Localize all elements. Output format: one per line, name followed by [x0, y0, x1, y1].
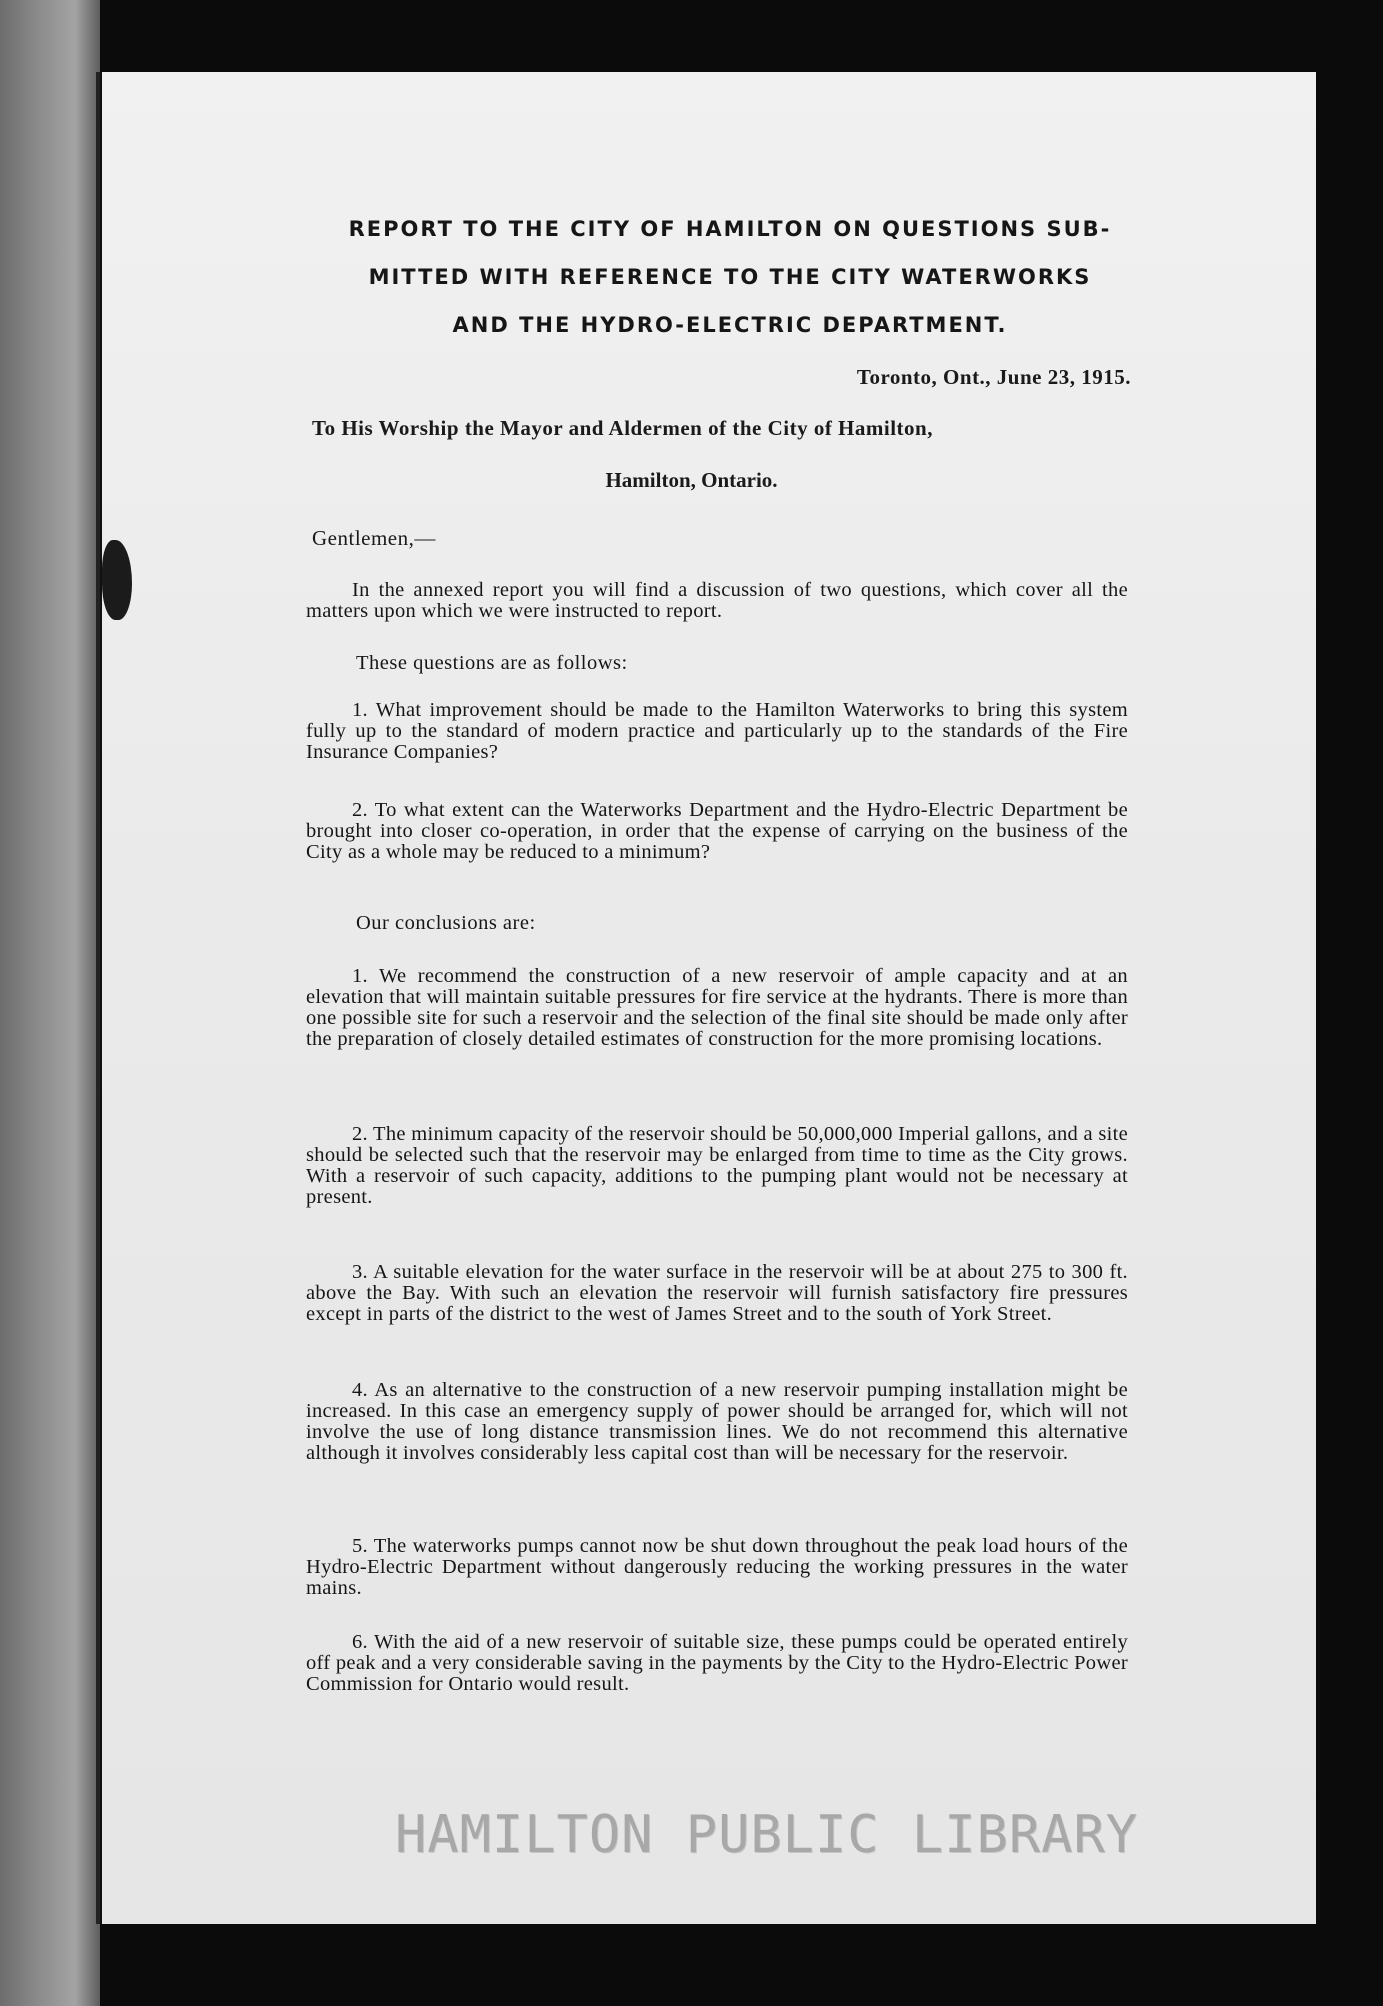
- conclusion-4: 4. As an alternative to the construction of a new reservoir pumping installation might be increased. In this case an emergency supply of power should be arranged for, which will not involve the use of long distance transmission lines. We do not recommend this alternative although it involves considerably less capital cost than will be necessary for the reservoir.: [306, 1379, 1128, 1464]
- conclusion-3: 3. A suitable elevation for the water surface in the reservoir will be at about 275 to 300 ft. above the Bay. With such an elevation the reservoir will furnish satisfactory fire pressures except in parts of the district to the west of James Street and to the south of York Street.: [306, 1261, 1128, 1325]
- conclusion-6: 6. With the aid of a new reservoir of suitable size, these pumps could be operated entirely off peak and a very considerable saving in the payments by the City to the Hydro-Electric Power Commission for Ontario would result.: [306, 1631, 1128, 1695]
- title-line-1: REPORT TO THE CITY OF HAMILTON ON QUESTIONS SUB-: [348, 217, 1112, 241]
- intro-paragraph: In the annexed report you will find a discussion of two questions, which cover all the matters upon which we were instructed to report.: [306, 579, 1128, 622]
- page-fold-line: [96, 72, 100, 1924]
- conclusion-2: 2. The minimum capacity of the reservoir should be 50,000,000 Imperial gallons, and a site should be selected such that the reservoir may be enlarged from time to time as the City grows. With a reservoir of such capacity, additions to the pumping plant would not be necessary at present.: [306, 1123, 1128, 1208]
- salutation: Gentlemen,—: [312, 526, 436, 550]
- dateline: Toronto, Ont., June 23, 1915.: [856, 365, 1131, 389]
- book-binding-edge: [0, 0, 100, 2006]
- conclusion-1: 1. We recommend the construction of a new reservoir of ample capacity and at an elevation that will maintain suitable pressures for fire service at the hydrants. There is more than one possible site for such a reservoir and the selection of the final site should be made only after the preparation of closely detailed estimates of construction for the more promising locations.: [306, 965, 1128, 1050]
- conclusions-heading: Our conclusions are:: [356, 912, 536, 934]
- question-2: 2. To what extent can the Waterworks Department and the Hydro-Electric Department be brought into closer co-operation, in order that the expense of carrying on the business of the City as a whole may be reduced to a minimum?: [306, 799, 1128, 863]
- conclusion-5: 5. The waterworks pumps cannot now be shut down throughout the peak load hours of the Hydro-Electric Department without dangerously reducing the working pressures in the water mains.: [306, 1535, 1128, 1599]
- report-title: [300, 205, 1160, 349]
- library-stamp: HAMILTON PUBLIC LIBRARY: [395, 1805, 1139, 1865]
- title-line-3: AND THE HYDRO-ELECTRIC DEPARTMENT.: [452, 313, 1008, 337]
- title-line-2: MITTED WITH REFERENCE TO THE CITY WATERWORKS: [368, 265, 1092, 289]
- address-line-1: To His Worship the Mayor and Aldermen of the City of Hamilton,: [312, 416, 933, 440]
- questions-heading: These questions are as follows:: [356, 652, 628, 674]
- question-1: 1. What improvement should be made to the Hamilton Waterworks to bring this system fully up to the standard of modern practice and particularly up to the standards of the Fire Insurance Companies?: [306, 699, 1128, 763]
- address-line-2: Hamilton, Ontario.: [605, 468, 778, 492]
